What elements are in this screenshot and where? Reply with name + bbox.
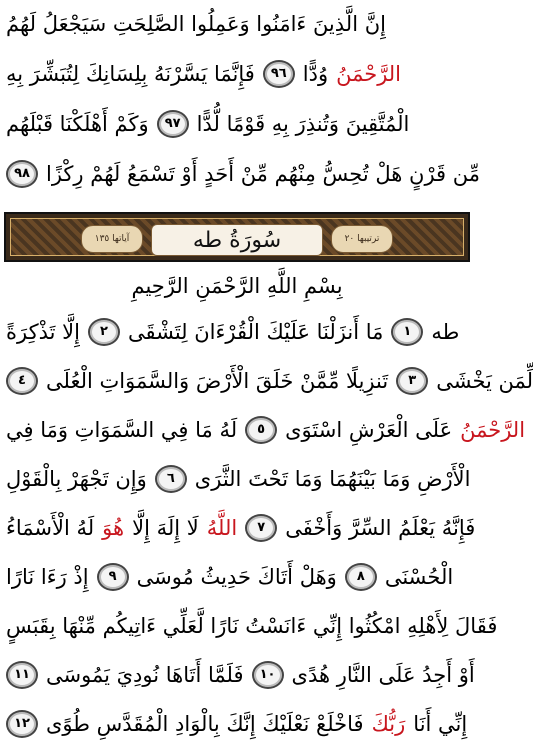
surah-title: سُورَةُ طه <box>151 224 323 256</box>
verse-line <box>6 361 533 401</box>
ayah-number-marker: ٧ <box>245 514 277 542</box>
verse-text: مِّن قَرْنٍ هَلْ تُحِسُّ مِنْهُم مِّنْ أَحَدٍ أَوْ تَسْمَعُ لَهُمْ رِكْزًا <box>46 162 480 186</box>
verse-text: لَهُ مَا فِي السَّمَوَاتِ وَمَا فِي <box>6 418 238 442</box>
divine-name-text: الرَّحْمَنُ <box>460 418 526 442</box>
ayah-number-marker: ٢ <box>88 318 120 346</box>
surah-header <box>4 212 470 262</box>
ayah-number-marker: ١ <box>391 318 423 346</box>
verse-text: تَنزِيلًا مِّمَّنْ خَلَقَ الْأَرْضَ وَالسَّمَوَاتِ الْعُلَى <box>46 369 389 393</box>
ayah-number-marker: ٩٦ <box>263 60 295 88</box>
verse-text: وَكَمْ أَهْلَكْنَا قَبْلَهُم <box>6 112 149 136</box>
verse-text: فَاخْلَعْ نَعْلَيْكَ إِنَّكَ بِالْوَادِ الْمُقَدَّسِ طُوًى <box>46 712 364 736</box>
ayah-number-marker: ٥ <box>245 416 277 444</box>
ayah-number-marker: ٩٧ <box>157 110 189 138</box>
verse-text: فَقَالَ لِأَهْلِهِ امْكُثُوا إِنِّي ءَانَسْتُ نَارًا لَّعَلِّي ءَاتِيكُم مِّنْهَا بِقَبَسٍ <box>6 614 498 638</box>
surah-header-ornament <box>10 218 464 256</box>
verse-text: الْحُسْنَى <box>384 565 454 589</box>
verse-line <box>6 104 468 144</box>
verse-line <box>6 508 476 548</box>
verse-line <box>6 459 471 499</box>
ayah-number-marker: ١١ <box>6 661 38 689</box>
verse-line <box>6 704 468 744</box>
ayah-number-marker: ٩ <box>97 563 129 591</box>
ayah-number-marker: ١٢ <box>6 710 38 738</box>
ayah-number-marker: ٩٨ <box>6 160 38 188</box>
surah-order-label: ترتيبها ٢٠ <box>331 225 393 253</box>
verse-text: فَإِنَّمَا يَسَّرْنَهُ بِلِسَانِكَ لِتُبَشِّرَ بِهِ <box>6 62 255 86</box>
verse-text: لِّمَن يَخْشَى <box>436 369 533 393</box>
ayah-number-marker: ٤ <box>6 367 38 395</box>
verse-text: مَا أَنزَلْنَا عَلَيْكَ الْقُرْءَانَ لِتَشْقَى <box>127 320 384 344</box>
verse-line <box>6 655 475 695</box>
verse-text: وَإِن تَجْهَرْ بِالْقَوْلِ <box>6 467 147 491</box>
verse-text: فَلَمَّا أَتَاهَا نُودِيَ يَمُوسَى <box>46 663 244 687</box>
verse-text: طه <box>431 320 460 344</box>
ayah-number-marker: ٦ <box>155 465 187 493</box>
divine-name-text: اللَّهُ <box>206 516 238 540</box>
verse-text: فَإِنَّهُ يَعْلَمُ السِّرَّ وَأَخْفَى <box>285 516 476 540</box>
divine-name-text: هُوَ <box>102 516 125 540</box>
verse-text: الْمُتَّقِينَ وَتُنذِرَ بِهِ قَوْمًا لُّدًّا <box>196 112 410 136</box>
verse-line <box>6 410 526 450</box>
verse-line <box>6 312 468 352</box>
verse-text: وَهَلْ أَتَاكَ حَدِيثُ مُوسَى <box>136 565 337 589</box>
verse-count-label: آياتها ١٣٥ <box>81 225 143 253</box>
ayah-number-marker: ٣ <box>396 367 428 395</box>
ayah-number-marker: ١٠ <box>252 661 284 689</box>
ayah-number-marker: ٨ <box>345 563 377 591</box>
verse-line <box>6 4 468 44</box>
verse-line <box>6 154 480 194</box>
verse-text: إِنِّي أَنَا <box>413 712 468 736</box>
verse-line <box>6 557 468 597</box>
divine-name-text: الرَّحْمَنُ <box>336 62 402 86</box>
verse-text: إِلَّا تَذْكِرَةً <box>6 320 80 344</box>
verse-text: وُدًّا <box>302 62 329 86</box>
verse-text: لَهُ الْأَسْمَاءُ <box>6 516 95 540</box>
verse-line <box>6 54 468 94</box>
verse-line <box>6 606 498 646</box>
verse-text: أَوْ أَجِدُ عَلَى النَّارِ هُدًى <box>291 663 475 687</box>
verse-text: الْأَرْضِ وَمَا بَيْنَهُمَا وَمَا تَحْتَ الثَّرَى <box>194 467 471 491</box>
verse-text: إِذْ رَءَا نَارًا <box>6 565 89 589</box>
verse-text: عَلَى الْعَرْشِ اسْتَوَى <box>285 418 453 442</box>
basmala: بِسْمِ اللَّهِ الرَّحْمَنِ الرَّحِيمِ <box>131 274 343 298</box>
divine-name-text: رَبُّكَ <box>371 712 406 736</box>
verse-text: إِنَّ الَّذِينَ ءَامَنُوا وَعَمِلُوا الصَّلِحَتِ سَيَجْعَلُ لَهُمُ <box>6 12 386 36</box>
verse-text: لَا إِلَهَ إِلَّا <box>132 516 199 540</box>
